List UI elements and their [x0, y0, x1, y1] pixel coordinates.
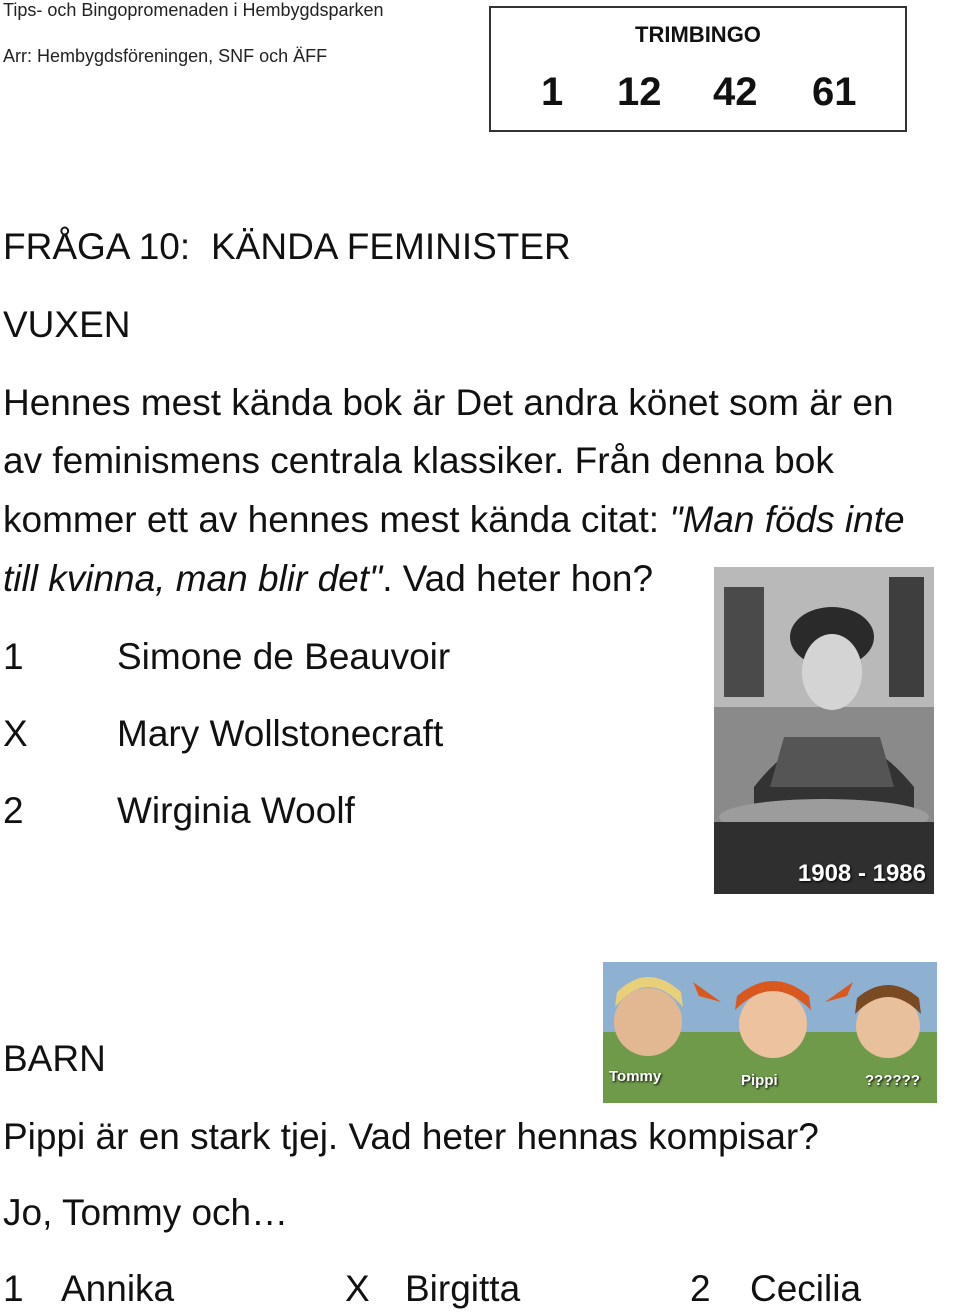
child-question: Pippi är en stark tjej. Vad heter hennas kompisar? — [3, 1116, 819, 1157]
question-topic: KÄNDA FEMINISTER — [211, 226, 571, 267]
bingo-number: 1 — [541, 70, 564, 114]
adult-option-key: X — [3, 713, 28, 754]
child-option-key: X — [345, 1268, 370, 1309]
child-option-key: 1 — [3, 1268, 24, 1309]
adult-option-key: 1 — [3, 636, 24, 677]
bingo-title: TRIMBINGO — [635, 22, 761, 47]
child-option-text: Annika — [61, 1268, 175, 1309]
bingo-number: 61 — [812, 70, 857, 114]
portrait-photo — [714, 567, 934, 894]
adult-heading: VUXEN — [3, 304, 131, 345]
adult-option-text: Mary Wollstonecraft — [117, 713, 444, 754]
question-label: FRÅGA 10: — [3, 226, 191, 267]
child-lead: Jo, Tommy och… — [3, 1192, 289, 1233]
adult-option-key: 2 — [3, 790, 24, 831]
child-heading: BARN — [3, 1038, 106, 1079]
adult-option-text: Simone de Beauvoir — [117, 636, 451, 677]
adult-question-text: . Vad heter hon? — [382, 558, 654, 599]
adult-question-line — [3, 491, 905, 549]
adult-question-line — [3, 550, 653, 608]
adult-quote: "Man föds inte — [669, 499, 905, 540]
adult-question-line: av feminismens centrala klassiker. Från denna bok — [3, 440, 834, 481]
adult-question-text: kommer ett av hennes mest kända citat: — [3, 499, 670, 540]
kids-photo — [603, 962, 937, 1103]
kids-photo-label: ?????? — [865, 1072, 920, 1089]
kids-photo-label: Pippi — [741, 1072, 778, 1089]
portrait-illustration — [714, 567, 934, 894]
child-option-key: 2 — [690, 1268, 711, 1309]
header-organizers: Arr: Hembygdsföreningen, SNF och ÄFF — [3, 46, 328, 66]
portrait-years: 1908 - 1986 — [797, 860, 926, 887]
adult-option-text: Wirginia Woolf — [117, 790, 355, 831]
kids-photo-label: Tommy — [609, 1068, 662, 1085]
header-title: Tips- och Bingopromenaden i Hembygdsparken — [3, 0, 384, 20]
child-option-text: Cecilia — [750, 1268, 862, 1309]
bingo-number: 42 — [713, 70, 758, 114]
adult-quote: till kvinna, man blir det" — [3, 558, 383, 599]
adult-question-line: Hennes mest kända bok är Det andra könet som är en — [3, 382, 894, 423]
bingo-number: 12 — [617, 70, 662, 114]
bingo-box — [489, 6, 907, 132]
child-option-text: Birgitta — [405, 1268, 521, 1309]
